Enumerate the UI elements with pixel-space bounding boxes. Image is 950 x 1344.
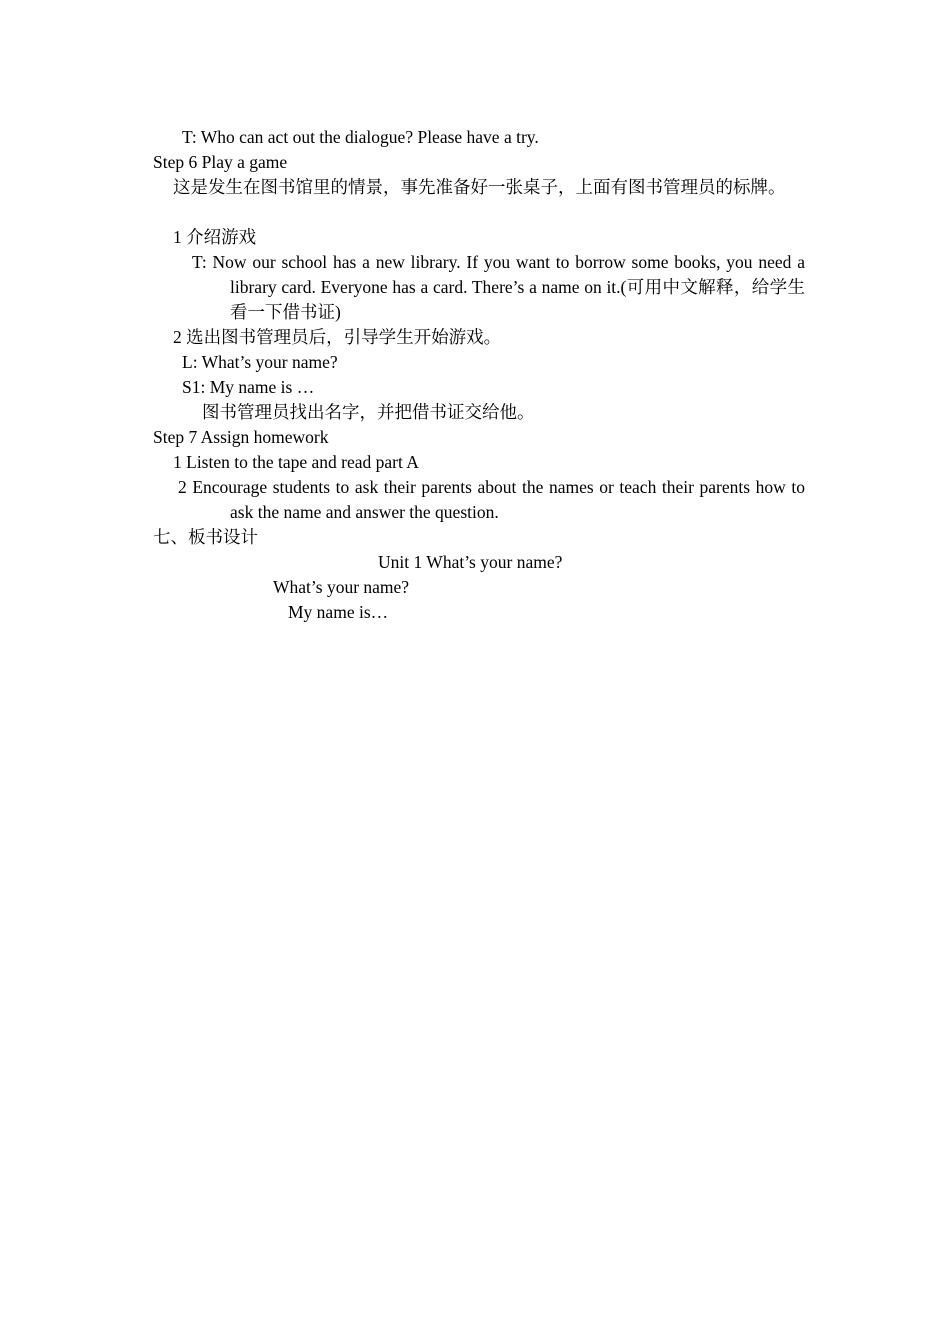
dialogue-student-line: S1: My name is … [182,377,315,397]
board-design-title: Unit 1 What’s your name? [378,552,563,572]
step5-closing-line: T: Who can act out the dialogue? Please have a try. [182,127,539,147]
step7-item2-text: 2 Encourage students to ask their parents about the names or teach their parents how to ask the name and answer the question. [178,477,805,522]
step6-intro-paragraph: 这是发生在图书馆里的情景，事先准备好一张桌子，上面有图书管理员的标牌。 [173,177,786,197]
step6-item2-label: 2 选出图书管理员后，引导学生开始游戏。 [173,327,502,347]
board-design-line-2: My name is… [288,602,389,622]
step7-heading: Step 7 Assign homework [153,427,329,447]
step7-item2 [178,475,805,525]
section7-heading: 七、板书设计 [153,527,258,547]
step6-teacher-introduction: T: Now our school has a new library. If you want to borrow some books, you need a library card. Everyone has a card. There’s a name on it.(可用中文解释，给学生看一下借书证) [192,252,805,322]
step7-item1: 1 Listen to the tape and read part A [173,452,419,472]
step6-heading: Step 6 Play a game [153,152,288,172]
step6-item1-label: 1 介绍游戏 [173,227,257,247]
board-design-line-1: What’s your name? [273,577,410,597]
dialogue-librarian-line: L: What’s your name? [182,352,338,372]
step6-closing-line: 图书管理员找出名字，并把借书证交给他。 [202,402,535,422]
